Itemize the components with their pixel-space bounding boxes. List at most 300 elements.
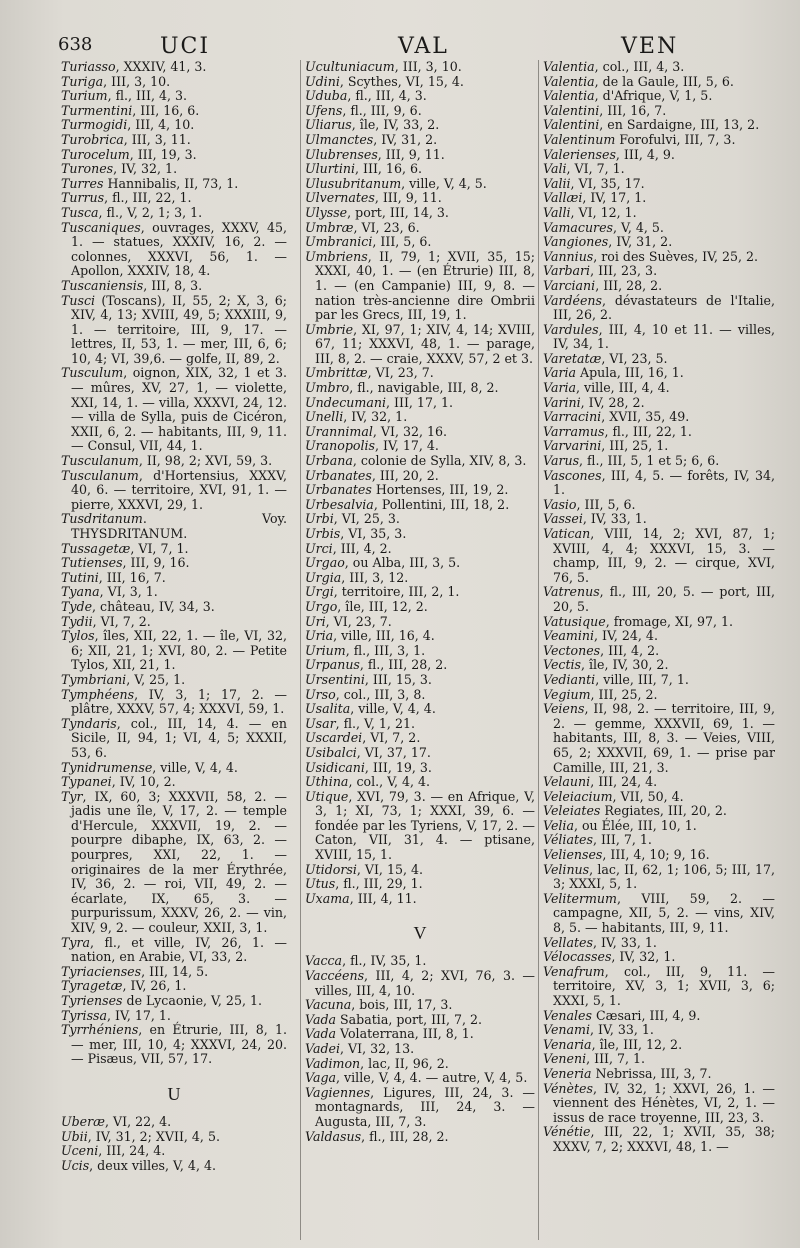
entry-references: , IV, 17, 1. xyxy=(582,190,647,206)
entry-term: Vascones xyxy=(543,467,602,483)
entry-references: , d'Hortensius, XXXV, 40, 6. — territoire, XVI, 91, 1. — pierre, XXXVI, 29, 1. xyxy=(71,467,287,512)
entry-term: Veleiates xyxy=(543,803,601,819)
entry-references: , oignon, XIX, 32, 1 et 3. — mûres, XV, 27, 1, — violette, XXI, 14, 1. — villa, XXXVI, 24, 12. — villa de Sylla, puis de Cicéron, XXII, 6, 2. — habitants, III, 9, 11. — Consul, VII, 44, 1. xyxy=(71,365,287,454)
entry-references: , VIII, 59, 2. — campagne, XII, 5, 2. — vins, XIV, 8, 5. — habitants, III, 9, 11. xyxy=(553,890,775,936)
entry-term: Tyrrhéniens xyxy=(61,1022,139,1038)
entry-term: Urbanates xyxy=(305,482,372,498)
entry-references: Hannibalis, II, 73, 1. xyxy=(103,175,239,191)
index-entry xyxy=(305,512,535,527)
entry-references: , III, 16, 7. xyxy=(98,569,166,585)
entry-references: , III, 7, 1. xyxy=(586,1051,646,1067)
entry-references: , III, 9, 16. xyxy=(122,555,190,571)
entry-references: , II, 79, 1; XVII, 35, 15; XXXI, 40, 1. — (en Étrurie) III, 8, 1. — (en Campanie) III, 9, 8. — nation très-ancienne dire Ombrii par les Grecs, III, 19, 1. xyxy=(315,248,535,323)
entry-term: Vannius xyxy=(543,248,594,264)
entry-references: , fl., V, 1, 21. xyxy=(335,715,415,731)
entry-term: Tuscaniques xyxy=(61,219,141,235)
index-entry xyxy=(305,629,535,644)
entry-references: , III, 16, 7. xyxy=(599,102,667,118)
entry-references: , ville, V, 4, 4. — autre, V, 4, 5. xyxy=(336,1070,528,1086)
entry-references: , III, 9, 11. xyxy=(377,146,445,162)
entry-term: Tymbriani xyxy=(61,671,127,687)
entry-references: , IV, 24, 4. xyxy=(594,628,658,644)
entry-references: , fl., IV, 35, 1. xyxy=(342,953,427,969)
entry-term: Velienses xyxy=(543,847,603,863)
index-entry xyxy=(543,323,775,352)
entry-term: Varracini xyxy=(543,409,602,425)
entry-references: , ville, V, 4, 4. xyxy=(152,759,238,775)
index-entry xyxy=(61,191,287,206)
entry-references: , fl., III, 3, 1. xyxy=(345,642,426,658)
entry-term: Umbranici xyxy=(305,234,373,250)
index-entry xyxy=(305,527,535,542)
index-entry xyxy=(543,658,775,673)
index-entry xyxy=(305,615,535,630)
entry-references: Apula, III, 16, 1. xyxy=(576,365,684,381)
entry-references: , VI, 35, 17. xyxy=(570,175,645,191)
index-entry xyxy=(61,1159,287,1174)
entry-term: Vassei xyxy=(543,511,583,527)
index-entry xyxy=(305,644,535,659)
entry-references: , XXXIV, 41, 3. xyxy=(115,60,207,74)
entry-references: , III, 16, 6. xyxy=(132,102,200,118)
entry-term: Umbro xyxy=(305,380,350,396)
entry-references: , III, 16, 6. xyxy=(355,161,422,177)
entry-term: Turobrica xyxy=(61,131,124,147)
entry-references: , ville, V, 4, 5. xyxy=(401,175,487,191)
entry-references: , ville, III, 16, 4. xyxy=(333,628,435,644)
entry-term: Ursentini xyxy=(305,671,365,687)
index-entry xyxy=(305,498,535,513)
entry-references: , IX, 60, 3; XXXVII, 58, 2. — jadis une île, V, 17, 2. — temple d'Hercule, XXXVII, 19, 2. — pourpre dibaphe, IX, 63, 2. — pourpres, XXI, 22, 1. — originaires de la mer Érythrée, IV, 36, 2. — roi, VII, 49, 2. — écarlate, IX, 65, 3. — purpurissum, XXXV, 26, 2. — vin, XIV, 9, 2. — couleur, XXII, 3, 1. xyxy=(71,788,287,936)
entry-term: Ulusubritanum xyxy=(305,175,402,191)
index-entry xyxy=(61,60,287,75)
entry-term: Valentinum xyxy=(543,131,616,147)
column-heading-1: UCI xyxy=(160,34,211,59)
index-entry xyxy=(61,600,287,615)
entry-references: , III, 5, 6. xyxy=(372,234,432,250)
entry-term: Ulurtini xyxy=(305,161,355,177)
index-entry xyxy=(61,673,287,688)
entry-references: , IV, 28, 2. xyxy=(580,394,645,410)
entry-term: Valentini xyxy=(543,117,600,133)
index-entry xyxy=(305,571,535,586)
index-entry xyxy=(543,1038,775,1053)
entry-term: Tyra xyxy=(61,934,91,950)
index-entry xyxy=(305,954,535,969)
entry-term: Valentia xyxy=(543,73,595,89)
index-entry xyxy=(61,206,287,221)
entry-term: Venafrum xyxy=(543,963,605,979)
index-entry xyxy=(543,702,775,775)
entry-references: Regiates, III, 20, 2. xyxy=(600,803,727,819)
index-entry xyxy=(305,1057,535,1072)
entry-references: , IV, 32, 1; XXVI, 26, 1. — viennent des Hénètes, VI, 2, 1. — issus de race troyenne, III, 23, 3. xyxy=(553,1080,775,1125)
index-entry xyxy=(305,221,535,236)
index-entry xyxy=(61,221,287,279)
entry-references: , ou Élée, III, 10, 1. xyxy=(573,817,697,833)
index-entry xyxy=(305,877,535,892)
entry-references: , III, 9, 11. xyxy=(374,190,442,206)
entry-references: , fl., III, 22, 1. xyxy=(104,190,192,206)
entry-references: , IV, 3, 1; 17, 2. — plâtre, XXXV, 57, 4; XXXVI, 59, 1. xyxy=(71,686,287,717)
entry-references: , IV, 32, 1. xyxy=(113,161,178,177)
entry-references: , III, 8, 3. xyxy=(143,277,203,293)
index-entry xyxy=(305,250,535,323)
index-entry xyxy=(61,177,287,192)
entry-references: , III, 19, 3. xyxy=(364,759,432,775)
entry-references: , VI, 15, 4. xyxy=(356,861,423,877)
entry-term: Vamacures xyxy=(543,219,613,235)
index-entry xyxy=(61,790,287,936)
index-entry xyxy=(543,965,775,1009)
entry-references: , V, 4, 5. xyxy=(613,219,664,235)
index-entry xyxy=(305,673,535,688)
entry-term: Tuscaniensis xyxy=(61,277,144,293)
index-entry xyxy=(305,162,535,177)
entry-term: Vegium xyxy=(543,686,591,702)
entry-term: Turones xyxy=(61,161,114,177)
index-entry xyxy=(305,658,535,673)
index-entry xyxy=(61,775,287,790)
entry-term: Uceni xyxy=(61,1143,99,1159)
index-entry xyxy=(543,498,775,513)
entry-references: , fromage, XI, 97, 1. xyxy=(605,613,733,629)
entry-term: Vagiennes xyxy=(305,1084,371,1100)
index-entry xyxy=(61,585,287,600)
index-entry xyxy=(305,1013,535,1028)
index-entry xyxy=(305,60,535,75)
index-entry xyxy=(543,410,775,425)
entry-references: , Scythes, VI, 15, 4. xyxy=(339,73,464,89)
entry-term: Vada xyxy=(305,1011,337,1027)
index-entry xyxy=(61,688,287,717)
entry-references: , VI, 7, 2. xyxy=(92,613,151,629)
entry-term: Utus xyxy=(305,876,336,892)
entry-term: Ulubrenses xyxy=(305,146,378,162)
entry-term: Vangiones xyxy=(543,234,609,250)
entry-references: , VI, 7, 2. xyxy=(362,730,421,746)
entry-references: , III, 4, 9. xyxy=(615,146,675,162)
entry-references: , III, 4, 10; 9, 16. xyxy=(602,847,710,863)
entry-references: , VII, 50, 4. xyxy=(612,788,684,804)
index-entry xyxy=(543,1052,775,1067)
index-entry xyxy=(543,352,775,367)
entry-term: Turiasso xyxy=(61,60,116,74)
entry-term: Umbrie xyxy=(305,321,354,337)
index-entry xyxy=(543,221,775,236)
entry-term: Tussagetæ xyxy=(61,540,131,556)
index-entry xyxy=(305,1042,535,1057)
index-entry xyxy=(61,1144,287,1159)
index-entry xyxy=(305,104,535,119)
entry-references: de Lycaonie, V, 25, 1. xyxy=(122,993,262,1008)
index-entry xyxy=(543,1009,775,1024)
index-entry xyxy=(543,89,775,104)
entry-term: Venami xyxy=(543,1022,590,1038)
entry-references: , IV, 10, 2. xyxy=(111,774,176,790)
entry-references: , VIII, 14, 2; XVI, 87, 1; XVIII, 4, 4; XXXVI, 15, 3. — champ, III, 9, 2. — cirque, XVI, 76, 5. xyxy=(553,526,775,585)
entry-references: , ouvrages, XXXV, 45, 1. — statues, XXXIV, 16, 2. — colonnes, XXXVI, 56, 1. — Apollon, XXXIV, 18, 4. xyxy=(71,219,287,279)
entry-term: Urbis xyxy=(305,526,341,541)
index-entry xyxy=(61,936,287,965)
entry-term: Tydii xyxy=(61,613,93,629)
index-entry xyxy=(61,162,287,177)
entry-term: Tyr xyxy=(61,788,83,804)
entry-term: Véliates xyxy=(543,832,593,848)
entry-term: Urgo xyxy=(305,598,338,614)
entry-term: Varbari xyxy=(543,263,591,279)
entry-references: , VI, 37, 17. xyxy=(356,744,431,760)
index-entry xyxy=(543,294,775,323)
entry-references: (Toscans), II, 55, 2; X, 3, 6; XIV, 4, 13; XVIII, 49, 5; XXXIII, 9, 1. — territoire, III, 9, 17. — lettres, II, 53, 1. — mer, III, 6, 6; 10, 4; VI, 39,6. — golfe, II, 89, 2. xyxy=(71,292,287,366)
entry-references: Sabatia, port, III, 7, 2. xyxy=(336,1011,483,1027)
entry-term: Utidorsi xyxy=(305,861,357,877)
index-entry xyxy=(61,75,287,90)
entry-term: Urbi xyxy=(305,511,334,527)
index-entry xyxy=(305,1071,535,1086)
entry-references: , fl., III, 9, 6. xyxy=(342,102,422,118)
index-entry xyxy=(543,819,775,834)
entry-references: , III, 20, 2. xyxy=(371,467,439,483)
index-entry xyxy=(61,1115,287,1130)
entry-references: , IV, 26, 1. xyxy=(122,978,187,994)
entry-references: , bois, III, 17, 3. xyxy=(351,997,453,1013)
entry-references: , III, 4, 10 et 11. — villes, IV, 34, 1. xyxy=(553,321,775,352)
index-entry xyxy=(305,454,535,469)
entry-term: Ucis xyxy=(61,1157,90,1173)
index-entry xyxy=(543,366,775,381)
entry-term: Turocelum xyxy=(61,146,130,162)
entry-term: Turmentini xyxy=(61,102,133,118)
index-entry xyxy=(543,250,775,265)
entry-term: Tyragetæ xyxy=(61,978,123,994)
entry-term: Tyndaris xyxy=(61,715,117,731)
entry-references: , IV, 33, 1. xyxy=(582,511,647,527)
entry-references: , Ligures, III, 24, 3. — montagnards, III, 24, 3. — Augusta, III, 7, 3. xyxy=(315,1084,535,1129)
entry-term: Turiga xyxy=(61,73,104,89)
index-entry xyxy=(543,133,775,148)
index-entry xyxy=(61,717,287,761)
entry-references: , III, 23, 3. xyxy=(590,263,658,279)
column-heading-2: VAL xyxy=(398,34,449,59)
index-entry xyxy=(543,396,775,411)
index-entry xyxy=(305,585,535,600)
entry-term: Tynidrumense xyxy=(61,759,153,775)
entry-references: , IV, 17, 1. xyxy=(107,1007,171,1023)
index-entry xyxy=(543,863,775,892)
index-entry xyxy=(305,731,535,746)
index-column-2 xyxy=(300,60,535,1240)
index-entry xyxy=(543,950,775,965)
index-entry xyxy=(543,235,775,250)
entry-term: Utique xyxy=(305,788,349,804)
entry-references: , IV, 33, 1. xyxy=(592,934,657,950)
entry-term: Tyriacienses xyxy=(61,963,142,979)
entry-references: , VI, 22, 4. xyxy=(105,1113,172,1129)
index-entry xyxy=(61,1130,287,1145)
index-entry xyxy=(543,936,775,951)
index-entry xyxy=(305,556,535,571)
entry-references: , île, III, 12, 2. xyxy=(591,1036,683,1052)
index-entry xyxy=(543,118,775,133)
entry-term: Turmogidi xyxy=(61,117,128,133)
entry-references: , III, 17, 1. xyxy=(386,394,453,410)
entry-references: , XVII, 35, 49. xyxy=(601,409,690,425)
index-entry xyxy=(61,1023,287,1067)
entry-references: , fl., III, 29, 1. xyxy=(335,876,423,892)
entry-references: , île, IV, 33, 2. xyxy=(351,117,440,133)
entry-references: , fl., navigable, III, 8, 2. xyxy=(349,380,499,396)
index-entry xyxy=(543,75,775,90)
index-entry xyxy=(61,104,287,119)
entry-term: Uliarus xyxy=(305,117,352,133)
index-entry xyxy=(305,89,535,104)
entry-references: , III, 22, 1; XVII, 35, 38; XXXV, 7, 2; XXXVI, 48, 1. — xyxy=(553,1124,775,1154)
index-entry xyxy=(61,89,287,104)
entry-references: , d'Afrique, V, 1, 5. xyxy=(594,88,713,104)
index-entry xyxy=(305,600,535,615)
index-entry xyxy=(543,177,775,192)
entry-references: , fl., III, 4, 3. xyxy=(347,88,427,104)
entry-term: Ulvernates xyxy=(305,190,375,206)
entry-references: , VI, 35, 3. xyxy=(340,526,407,541)
entry-references: , ou Alba, III, 3, 5. xyxy=(344,555,461,571)
entry-term: Tutienses xyxy=(61,555,123,571)
entry-term: Ulysse xyxy=(305,204,348,220)
entry-term: Uberæ xyxy=(61,1113,105,1129)
index-entry xyxy=(305,381,535,396)
entry-term: Vénétie xyxy=(543,1124,591,1140)
index-entry xyxy=(543,848,775,863)
index-entry xyxy=(543,264,775,279)
entry-references: , VI, 23, 5. xyxy=(601,350,668,366)
entry-term: Urannimal xyxy=(305,423,373,439)
entry-term: Valli xyxy=(543,204,571,220)
entry-term: Veamini xyxy=(543,628,595,644)
entry-term: Valdasus xyxy=(305,1128,362,1144)
entry-term: Valentia xyxy=(543,60,595,74)
entry-term: Urpanus xyxy=(305,657,360,673)
entry-term: Vacuna xyxy=(305,997,352,1013)
entry-references: , col., V, 4, 4. xyxy=(348,774,431,790)
index-entry xyxy=(305,206,535,221)
page-header xyxy=(58,26,778,60)
entry-term: Veleiacium xyxy=(543,788,613,804)
entry-references: , XVI, 79, 3. — en Afrique, V, 3, 1; XI, 73, 1; XXXI, 39, 6. — fondée par les Tyriens, V, 17, 2. — Caton, VII, 31, 4. — ptisane, XVIII, 15, 1. xyxy=(315,788,535,863)
index-entry xyxy=(543,644,775,659)
entry-references: , colonie de Sylla, XIV, 8, 3. xyxy=(352,453,527,469)
entry-term: Tusdritanum xyxy=(61,511,143,527)
index-entry xyxy=(305,191,535,206)
entry-term: Valentini xyxy=(543,102,600,118)
entry-term: Vectis xyxy=(543,657,581,673)
index-column-3 xyxy=(538,60,775,1240)
index-entry xyxy=(543,892,775,936)
index-entry xyxy=(305,366,535,381)
index-entry xyxy=(61,994,287,1009)
entry-references: , lac, II, 62, 1; 106, 5; III, 17, 3; XXXI, 5, 1. xyxy=(553,861,775,892)
entry-references: Cæsari, III, 4, 9. xyxy=(591,1007,701,1023)
entry-term: Uxama xyxy=(305,890,350,906)
index-entry xyxy=(543,804,775,819)
entry-references: , XI, 97, 1; XIV, 4, 14; XVIII, 67, 11; XXXVI, 48, 1. — parage, III, 8, 2. — craie, XXXV, 57, 2 et 3. xyxy=(315,321,535,366)
entry-term: Typanei xyxy=(61,774,112,790)
entry-references: , III, 25, 2. xyxy=(590,686,658,702)
entry-references: , col., III, 9, 11. — territoire, XV, 3, 1; XVII, 3, 6; XXXI, 5, 1. xyxy=(553,963,775,1008)
index-entry xyxy=(61,542,287,557)
index-entry xyxy=(543,1023,775,1038)
entry-term: Tusci xyxy=(61,292,96,308)
index-entry xyxy=(543,206,775,221)
index-entry xyxy=(543,527,775,585)
entry-term: Tyde xyxy=(61,598,93,614)
entry-term: Umbrittæ xyxy=(305,365,368,381)
entry-references: Nebrissa, III, 3, 7. xyxy=(591,1065,712,1081)
index-entry xyxy=(61,615,287,630)
index-entry xyxy=(543,104,775,119)
index-entry xyxy=(305,133,535,148)
entry-references: , ville, III, 4, 4. xyxy=(576,380,670,396)
entry-term: Usidicani xyxy=(305,759,365,775)
entry-references: , III, 28, 2. xyxy=(595,277,663,293)
entry-term: Tusculanum xyxy=(61,453,139,469)
entry-term: Ufens xyxy=(305,102,343,118)
entry-term: Vardules xyxy=(543,321,599,337)
entry-term: Varvarini xyxy=(543,438,602,454)
entry-term: Ulmanctes xyxy=(305,131,374,147)
index-entry xyxy=(305,483,535,498)
entry-references: , Pollentini, III, 18, 2. xyxy=(373,496,510,512)
entry-references: , VI, 23, 7. xyxy=(325,613,392,629)
entry-term: Usar xyxy=(305,715,336,731)
entry-term: Vaccéens xyxy=(305,968,365,984)
entry-term: Urbanates xyxy=(305,467,372,483)
index-entry xyxy=(61,979,287,994)
entry-references: , III, 3, 12. xyxy=(341,569,409,585)
entry-references: . Voy. THYSDRITANUM. xyxy=(71,511,287,541)
entry-term: Valerienses xyxy=(543,146,616,162)
entry-term: Vacca xyxy=(305,953,343,969)
entry-term: Urgi xyxy=(305,584,334,600)
entry-references: , de la Gaule, III, 5, 6. xyxy=(594,73,734,89)
entry-references: , III, 4, 10. xyxy=(127,117,195,133)
entry-references: , VI, 7, 1. xyxy=(566,161,625,177)
entry-term: Varramus xyxy=(543,423,605,439)
entry-term: Venaria xyxy=(543,1036,592,1052)
index-entry xyxy=(61,629,287,673)
index-entry xyxy=(305,1130,535,1145)
entry-term: Veneni xyxy=(543,1051,587,1067)
index-entry xyxy=(61,366,287,454)
index-column-1 xyxy=(61,60,287,1240)
index-entry xyxy=(543,60,775,75)
entry-term: Vada xyxy=(305,1026,337,1042)
entry-term: Urium xyxy=(305,642,346,658)
entry-references: , IV, 33, 1. xyxy=(589,1022,654,1038)
entry-term: Uduba xyxy=(305,88,348,104)
entry-references: , IV, 32, 1. xyxy=(343,409,408,425)
entry-references: , VI, 32, 13. xyxy=(340,1041,415,1056)
entry-term: Veneria xyxy=(543,1065,592,1081)
entry-term: Varetatæ xyxy=(543,350,602,366)
entry-references: , château, IV, 34, 3. xyxy=(92,598,215,614)
entry-references: , col., III, 14, 4. — en Sicile, II, 94, 1; VI, 4, 5; XXXII, 53, 6. xyxy=(71,715,287,760)
index-entry xyxy=(543,833,775,848)
index-entry xyxy=(543,425,775,440)
entry-term: Vardéens xyxy=(543,292,603,308)
index-entry xyxy=(543,790,775,805)
column-heading-3: VEN xyxy=(621,34,679,59)
